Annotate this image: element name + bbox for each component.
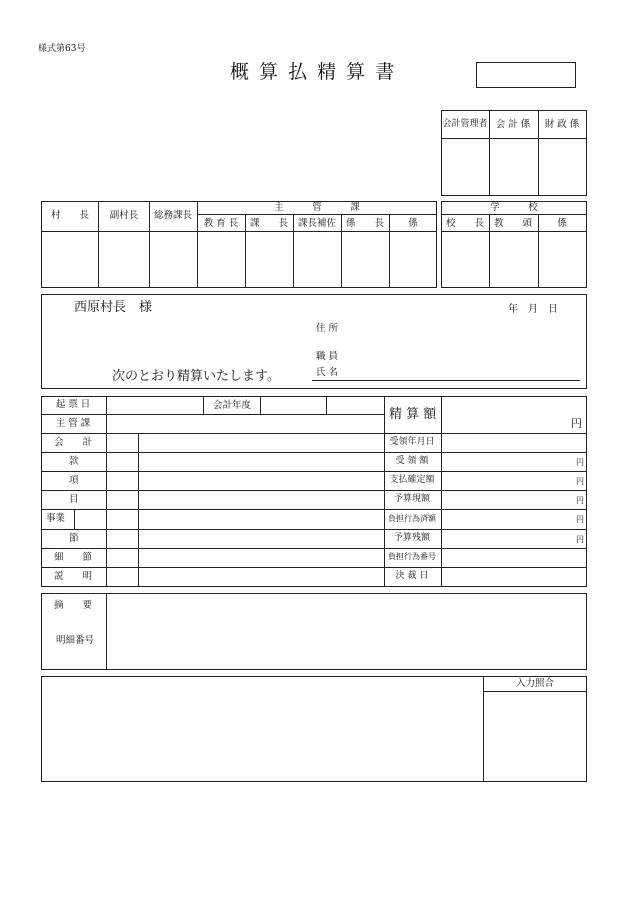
- label-moku: 目: [69, 494, 79, 505]
- yen-commitment: 円: [576, 515, 584, 524]
- label-unit-chief: 係 長: [345, 218, 385, 229]
- label-payment-confirmed: 支払確定額: [389, 475, 435, 485]
- label-setsu: 節: [69, 533, 79, 544]
- label-commitment-done: 負担行為済額: [388, 514, 436, 523]
- label-school-group: 学 校: [490, 202, 538, 213]
- label-saisetsu: 細 節: [53, 552, 93, 563]
- label-accounting: 会 計: [53, 437, 93, 448]
- label-education-chief: 教 育 長: [203, 218, 239, 229]
- label-voucher-date: 起 票 日: [55, 399, 91, 410]
- label-general-affairs: 総務課長: [153, 210, 193, 221]
- label-project: 事業: [46, 513, 66, 524]
- label-settlement-amount: 精 算 額: [389, 407, 437, 422]
- label-staff: 係: [408, 218, 418, 229]
- summary-box: [41, 593, 587, 670]
- label-summary: 摘 要: [53, 600, 93, 611]
- label-deputy-chief: 副村長: [109, 210, 139, 221]
- addressee: 西原村長 様: [74, 300, 153, 315]
- label-vice-principal: 教 頭: [493, 218, 533, 229]
- label-approval-date: 決 裁 日: [395, 571, 429, 581]
- label-dept-group: 主 管 課: [274, 202, 360, 213]
- label-dept: 主 管 課: [55, 418, 91, 429]
- label-input-check: 入力照合: [515, 678, 555, 689]
- address-label: 住 所: [316, 323, 339, 334]
- yen-settlement: 円: [571, 417, 582, 430]
- yen-payment: 円: [576, 477, 584, 486]
- label-school-staff: 係: [557, 218, 567, 229]
- page-title: 概 算 払 精 算 書: [230, 61, 397, 83]
- label-commitment-number: 負担行為番号: [388, 552, 436, 561]
- name-label: 氏 名: [316, 367, 339, 378]
- document-number-box[interactable]: [476, 62, 576, 88]
- label-budget-current: 予算現額: [393, 494, 431, 504]
- label-detail-number: 明細番号: [55, 635, 95, 646]
- label-fiscal-year: 会計年度: [212, 400, 252, 411]
- label-receipt-date: 受領年月日: [389, 437, 435, 447]
- approval-finance-staff: 財 政 係: [544, 119, 580, 130]
- approval-accounting-staff: 会 計 係: [495, 119, 531, 130]
- statement: 次のとおり精算いたします。: [112, 369, 280, 384]
- form-number: 様式第63号: [38, 44, 86, 54]
- yen-budget-remaining: 円: [576, 535, 584, 544]
- label-explanation: 説 明: [53, 571, 93, 582]
- yen-budget-current: 円: [576, 496, 584, 505]
- detail-table: [41, 396, 587, 587]
- label-kou: 項: [69, 475, 79, 486]
- label-deputy-section-chief: 課長補佐: [297, 218, 337, 229]
- label-kan: 款: [69, 456, 79, 467]
- label-receipt-amount: 受 領 額: [395, 456, 429, 466]
- yen-receipt: 円: [576, 458, 584, 467]
- label-village-chief: 村 長: [50, 210, 90, 221]
- date-label: 年 月 日: [508, 304, 558, 315]
- label-budget-remaining: 予算残額: [393, 533, 431, 543]
- approval-accounting-manager: 会計管理者: [442, 119, 488, 129]
- staff-label: 職 員: [316, 351, 339, 362]
- label-principal: 校 長: [445, 218, 485, 229]
- label-section-chief: 課 長: [249, 218, 289, 229]
